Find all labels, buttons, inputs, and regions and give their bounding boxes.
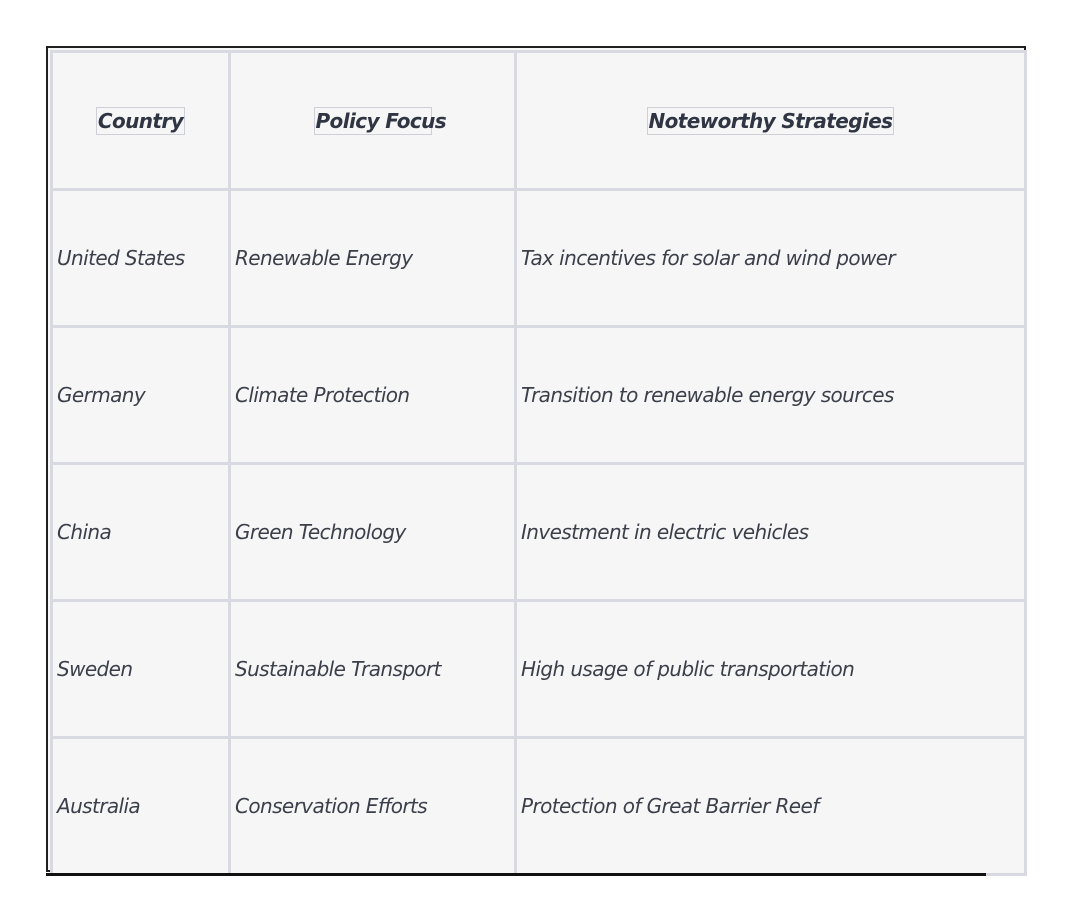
table-row	[52, 738, 1026, 875]
cell-policy-focus: Conservation Efforts	[230, 738, 516, 875]
cell-policy-focus: Green Technology	[230, 464, 516, 601]
policy-table	[50, 50, 1027, 876]
cell-strategy: Protection of Great Barrier Reef	[516, 738, 1026, 875]
cell-policy-focus: Sustainable Transport	[230, 601, 516, 738]
header-country: Country	[97, 108, 184, 133]
header-cell-noteworthy-strategies	[516, 52, 1026, 190]
cell-country: Australia	[52, 738, 230, 875]
cell-country: Germany	[52, 327, 230, 464]
table-row	[52, 464, 1026, 601]
cell-strategy: Transition to renewable energy sources	[516, 327, 1026, 464]
cell-policy-focus: Climate Protection	[230, 327, 516, 464]
header-noteworthy-strategies: Noteworthy Strategies	[648, 108, 893, 133]
cell-strategy: Investment in electric vehicles	[516, 464, 1026, 601]
table-row	[52, 190, 1026, 327]
table-row	[52, 327, 1026, 464]
cell-country: Sweden	[52, 601, 230, 738]
cell-strategy: High usage of public transportation	[516, 601, 1026, 738]
header-cell-country	[52, 52, 230, 190]
cell-country: China	[52, 464, 230, 601]
table-header-row	[52, 52, 1026, 190]
table-row	[52, 601, 1026, 738]
cell-country: United States	[52, 190, 230, 327]
policy-table-frame	[46, 46, 1026, 872]
bottom-rule	[46, 873, 986, 876]
header-policy-focus: Policy Focus	[315, 108, 447, 133]
cell-strategy: Tax incentives for solar and wind power	[516, 190, 1026, 327]
header-cell-policy-focus	[230, 52, 516, 190]
cell-policy-focus: Renewable Energy	[230, 190, 516, 327]
